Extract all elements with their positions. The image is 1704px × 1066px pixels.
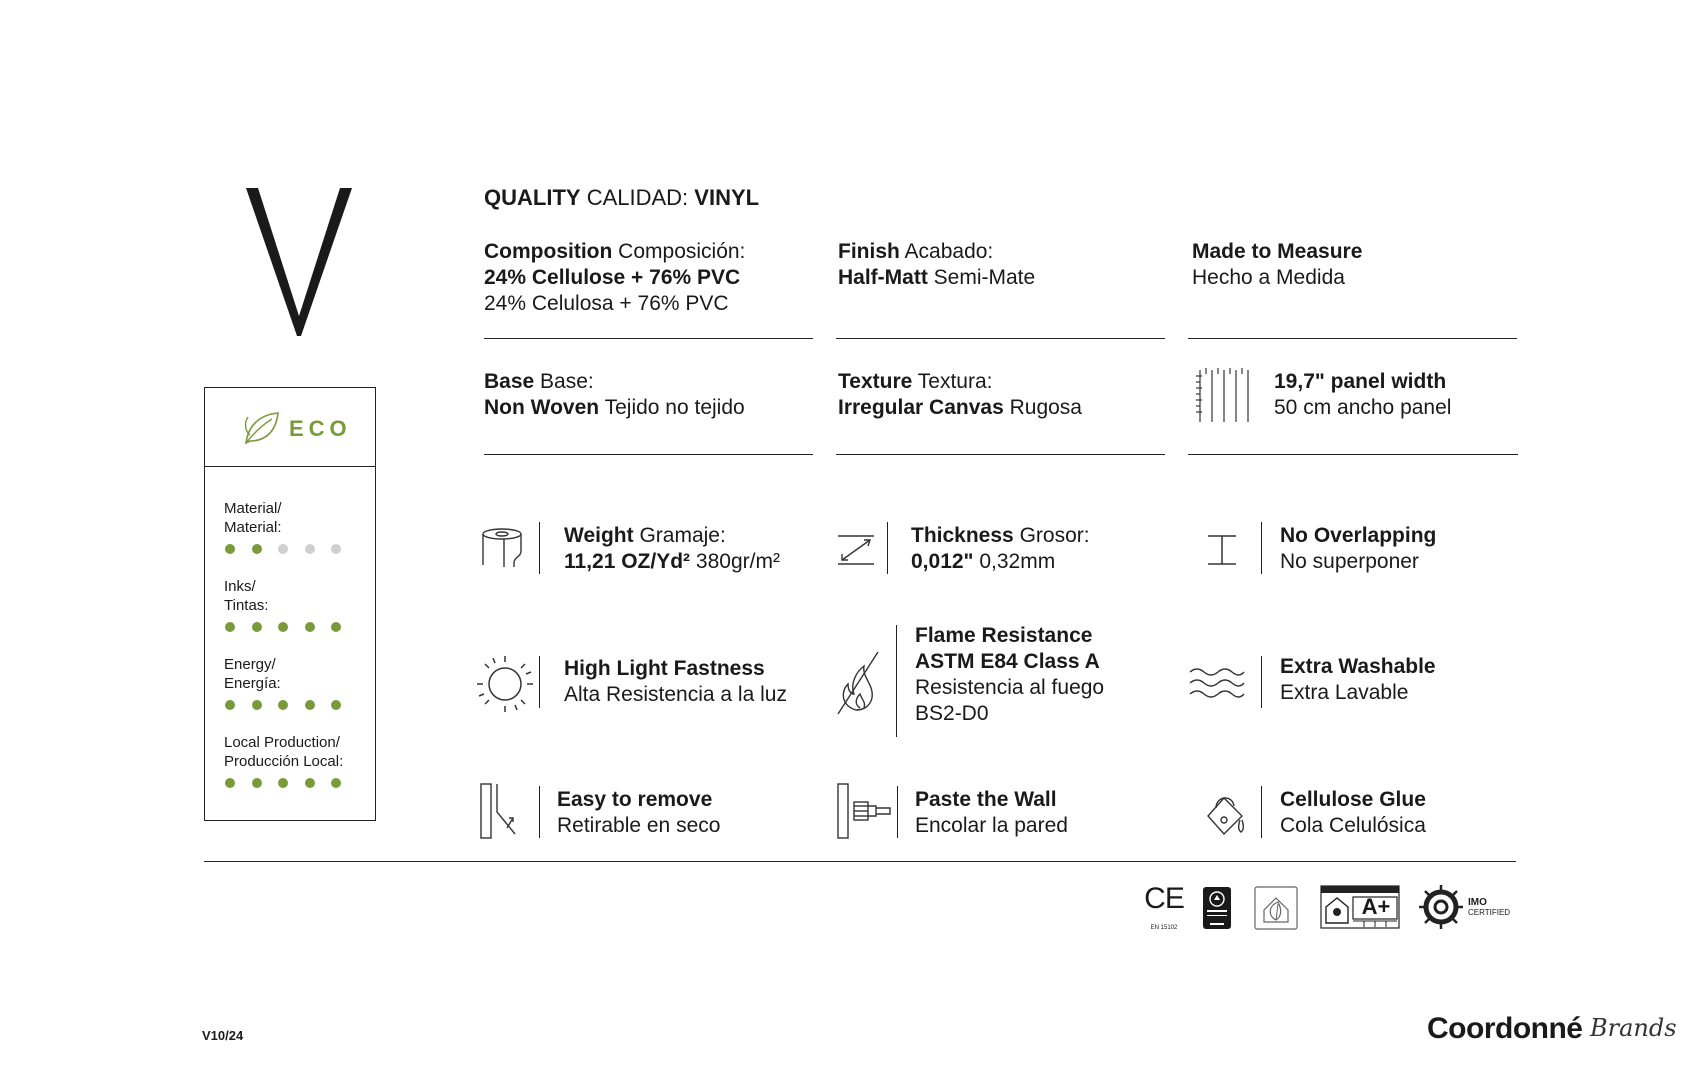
rating-dot-filled [278,622,288,632]
divider [484,454,813,455]
weight-value-en: 11,21 OZ/Yd² [564,550,691,573]
flame-block [915,623,1104,727]
icon-separator [887,522,888,574]
ce-mark-text: CE [1144,882,1184,915]
divider [484,338,813,339]
leaf-house-icon [1254,886,1298,930]
light-fastness-block [564,656,787,708]
rating-dot-filled [252,700,262,710]
remove-en: Easy to remove [557,788,713,811]
texture-value-es: Rugosa [1009,396,1082,419]
icon-separator [897,786,898,838]
eco-title: ECO [289,416,352,441]
no-overlap-block [1280,523,1436,575]
eco-rating-dots [225,778,341,788]
ce-mark [1144,884,1184,932]
thickness-label-en: Thickness [911,524,1014,547]
imo-wheel-icon [1418,884,1464,930]
certified-text: CERTIFIED [1468,908,1511,917]
eco-rating-dots [225,700,341,710]
made-to-measure-block [1192,239,1362,291]
texture-label-es: Textura: [917,370,993,393]
divider [1188,454,1518,455]
rating-dot-filled [252,544,262,554]
panel-width-icon [1192,366,1258,426]
thickness-block [911,523,1090,575]
panel-width-block [1274,369,1451,421]
washable-es: Extra Lavable [1280,681,1409,704]
quality-value: VINYL [694,185,760,210]
rating-dot-filled [252,778,262,788]
flame-icon [834,650,882,716]
remove-es: Retirable en seco [557,814,721,837]
glue-bucket-icon [1204,790,1250,840]
thickness-value-es: 0,32mm [979,550,1056,573]
rating-dot-filled [331,622,341,632]
glue-block [1280,787,1426,839]
eco-divider [204,466,376,467]
no-overlap-es: No superponer [1280,550,1419,573]
rating-dot-filled [331,778,341,788]
bottom-rule [204,861,1516,862]
weight-label-es: Gramaje: [639,524,726,547]
panel-width-es: 50 cm ancho panel [1274,396,1452,419]
quality-label-en: QUALITY [484,185,581,210]
eco-rating-label-es: Tintas: [224,597,269,614]
texture-block [838,369,1082,421]
weight-label-en: Weight [564,524,634,547]
paste-block [915,787,1068,839]
finish-label-en: Finish [838,240,900,263]
flame-line3: Resistencia al fuego [915,676,1105,699]
rating-dot-filled [225,544,235,554]
no-overlap-icon [1204,532,1240,568]
rating-dot-filled [278,778,288,788]
thickness-icon [834,530,878,570]
made-to-measure-es: Hecho a Medida [1192,266,1345,289]
light-fastness-es: Alta Resistencia a la luz [564,683,787,706]
finish-value-en: Half-Matt [838,266,928,289]
washable-block [1280,654,1436,706]
icon-separator [539,522,540,574]
greenguard-icon [1202,886,1232,930]
icon-separator [1261,522,1262,574]
brand-name: Coordonné [1427,1012,1583,1045]
icon-separator [896,625,897,737]
glue-en: Cellulose Glue [1280,788,1426,811]
panel-width-en: 19,7" panel width [1274,370,1447,393]
icon-separator [1261,656,1262,708]
made-to-measure-en: Made to Measure [1192,240,1363,263]
thickness-label-es: Grosor: [1019,524,1090,547]
quality-letter-v [244,186,354,338]
flame-line2: ASTM E84 Class A [915,650,1100,673]
finish-label-es: Acabado: [904,240,994,263]
light-fastness-en: High Light Fastness [564,657,765,680]
weight-value-es: 380gr/m² [695,550,780,573]
eco-rating-label-en: Energy/ [224,656,276,673]
eco-rating-label-es: Material: [224,519,282,536]
quality-label-es: CALIDAD: [586,185,689,210]
no-overlap-en: No Overlapping [1280,524,1437,547]
composition-label-es: Composición: [618,240,746,263]
texture-value-en: Irregular Canvas [838,396,1004,419]
base-label-en: Base [484,370,535,393]
composition-label-en: Composition [484,240,613,263]
divider [1188,338,1517,339]
brand-subtitle: Brands [1590,1014,1677,1042]
base-block [484,369,745,421]
weight-block [564,523,780,575]
remove-block [557,787,720,839]
texture-label-en: Texture [838,370,913,393]
divider [836,338,1165,339]
divider [836,454,1165,455]
emissions-a-plus-label [1320,885,1400,929]
eco-rating-dots [225,544,341,554]
imo-certified-text [1468,898,1510,918]
imo-text: IMO [1468,897,1487,908]
leaf-icon [242,409,282,447]
finish-block [838,239,1035,291]
rating-dot-filled [305,700,315,710]
a-plus-rating: A+ [1361,894,1391,919]
sun-icon [473,652,537,716]
brush-icon [836,782,894,840]
rating-dot-filled [331,700,341,710]
composition-value-es: 24% Celulosa + 76% PVC [484,292,729,315]
finish-value-es: Semi-Mate [933,266,1036,289]
rating-dot-filled [225,778,235,788]
eco-rating-label-es: Energía: [224,675,281,692]
base-value-en: Non Woven [484,396,600,419]
rating-dot-filled [305,622,315,632]
rating-dot-filled [225,622,235,632]
icon-separator [539,656,540,708]
paste-en: Paste the Wall [915,788,1057,811]
icon-separator [539,786,540,838]
rating-dot-filled [305,778,315,788]
waves-icon [1188,664,1246,700]
version-code: V10/24 [202,1028,244,1043]
eco-rating-label-es: Producción Local: [224,753,344,770]
rating-dot-empty [278,544,288,554]
rating-dot-filled [225,700,235,710]
rating-dot-empty [331,544,341,554]
remove-icon [479,782,521,840]
base-value-es: Tejido no tejido [604,396,745,419]
rating-dot-filled [278,700,288,710]
icon-separator [1261,786,1262,838]
composition-block [484,239,745,317]
rating-dot-filled [252,622,262,632]
thickness-value-en: 0,012" [911,550,974,573]
quality-line [484,185,759,211]
composition-value-en: 24% Cellulose + 76% PVC [484,266,741,289]
flame-line4: BS2-D0 [915,702,989,725]
ce-norm: EN 15102 [1150,925,1178,931]
paste-es: Encolar la pared [915,814,1068,837]
rating-dot-empty [305,544,315,554]
glue-es: Cola Celulósica [1280,814,1426,837]
flame-line1: Flame Resistance [915,624,1093,647]
washable-en: Extra Washable [1280,655,1436,678]
eco-rating-dots [225,622,341,632]
eco-rating-label-en: Inks/ [224,578,256,595]
roll-icon [480,527,524,569]
base-label-es: Base: [540,370,594,393]
eco-rating-label-en: Local Production/ [224,734,340,751]
eco-rating-label-en: Material/ [224,500,282,517]
